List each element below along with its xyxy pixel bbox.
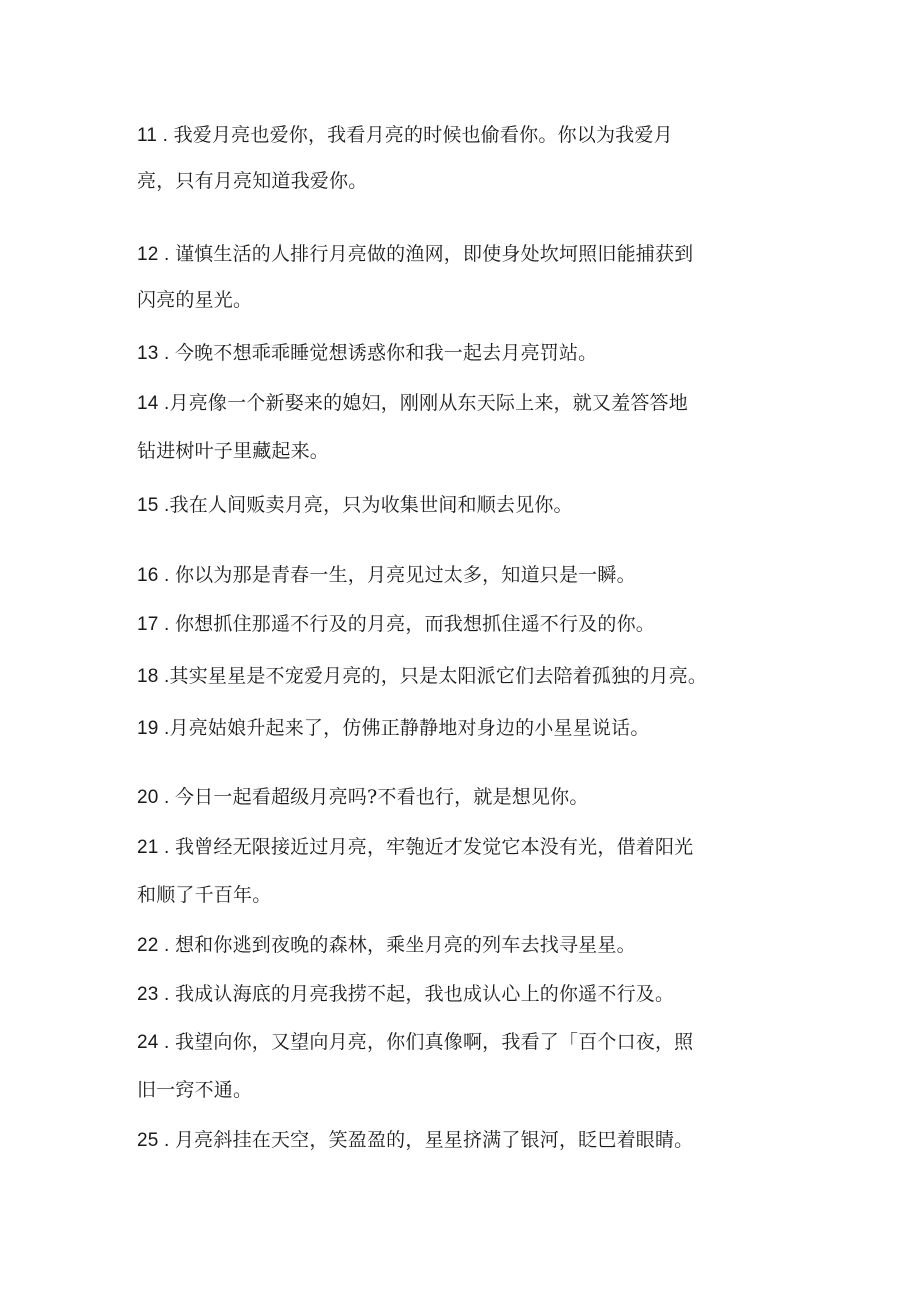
list-item-22-line-1 xyxy=(137,930,797,960)
item-text: 你以为那是青春一生，月亮见过太多，知道只是一瞬。 xyxy=(174,564,636,586)
item-text: 我在人间贩卖月亮，只为收集世间和顺去见你。 xyxy=(169,494,573,516)
item-separator: . xyxy=(158,495,170,516)
item-text: 旧一窍不通。 xyxy=(137,1079,253,1101)
list-item-12-line-2 xyxy=(137,285,797,315)
list-item-12-line-1 xyxy=(137,239,797,269)
item-text: 钻进树叶子里藏起来。 xyxy=(137,440,330,462)
list-item-20-line-1 xyxy=(137,782,797,812)
item-text: 亮，只有月亮知道我爱你。 xyxy=(137,170,368,192)
item-text: 今日一起看超级月亮吗?不看也行，就是想见你。 xyxy=(174,786,589,808)
item-separator: . xyxy=(158,935,175,956)
item-number: 24 xyxy=(137,1032,159,1053)
list-item-21-line-2 xyxy=(137,880,797,910)
item-separator: . xyxy=(158,565,175,586)
item-text: 我成认海底的月亮我捞不起，我也成认心上的你遥不行及。 xyxy=(174,983,675,1005)
item-separator: . xyxy=(158,787,175,808)
item-separator: . xyxy=(158,837,175,858)
list-item-25-line-1 xyxy=(137,1125,797,1155)
item-text: 你想抓住那遥不行及的月亮，而我想抓住遥不行及的你。 xyxy=(174,613,655,635)
item-text: 月亮姑娘升起来了，仿佛正静静地对身边的小星星说话。 xyxy=(169,717,650,739)
item-text: 闪亮的星光。 xyxy=(137,289,253,311)
item-text: 我爱月亮也爱你，我看月亮的时候也偷看你。你以为我爱月 xyxy=(173,124,673,146)
item-number: 16 xyxy=(137,565,159,586)
item-text: 月亮斜挂在天空，笑盈盈的，星星挤满了银河，眨巴着眼睛。 xyxy=(174,1129,694,1151)
list-item-21-line-1 xyxy=(137,832,797,862)
list-item-11-line-1 xyxy=(137,120,797,150)
item-text: 其实星星是不宠爱月亮的，只是太阳派它们去陪着孤独的月亮。 xyxy=(169,665,708,687)
list-item-18-line-1 xyxy=(137,661,797,691)
list-item-15-line-1 xyxy=(137,490,797,520)
item-text: 我望向你，又望向月亮，你们真像啊，我看了「百个口夜，照 xyxy=(174,1031,694,1053)
item-text: 和顺了千百年。 xyxy=(137,884,272,906)
list-item-24-line-2 xyxy=(137,1075,797,1105)
item-separator: . xyxy=(158,244,175,265)
item-text: 今晚不想乖乖睡觉想诱惑你和我一起去月亮罚站。 xyxy=(174,342,598,364)
item-separator: . xyxy=(158,718,170,739)
item-text: 月亮像一个新娶来的媳妇，刚刚从东天际上来，就又羞答答地 xyxy=(169,392,688,414)
list-item-14-line-1 xyxy=(137,388,797,418)
list-item-24-line-1 xyxy=(137,1027,797,1057)
item-number: 15 xyxy=(137,495,159,516)
item-separator: . xyxy=(158,614,175,635)
item-number: 19 xyxy=(137,718,159,739)
item-number: 22 xyxy=(137,935,159,956)
item-separator: . xyxy=(158,666,170,687)
item-separator: . xyxy=(158,1032,175,1053)
item-number: 17 xyxy=(137,614,159,635)
list-item-17-line-1 xyxy=(137,609,797,639)
item-separator: . xyxy=(158,393,170,414)
list-item-16-line-1 xyxy=(137,560,797,590)
item-number: 11 xyxy=(137,125,158,146)
item-number: 14 xyxy=(137,393,159,414)
item-text: 想和你逃到夜晚的森林，乘坐月亮的列车去找寻星星。 xyxy=(174,934,636,956)
list-item-14-line-2 xyxy=(137,436,797,466)
item-separator: . xyxy=(157,125,174,146)
item-number: 21 xyxy=(137,837,159,858)
item-separator: . xyxy=(158,343,175,364)
item-separator: . xyxy=(158,1130,175,1151)
item-number: 12 xyxy=(137,244,159,265)
item-number: 20 xyxy=(137,787,159,808)
item-number: 18 xyxy=(137,666,159,687)
item-text: 我曾经无限接近过月亮，牢匏近才发觉它本没有光，借着阳光 xyxy=(174,836,694,858)
item-number: 13 xyxy=(137,343,159,364)
item-number: 23 xyxy=(137,984,159,1005)
list-item-13-line-1 xyxy=(137,338,797,368)
list-item-11-line-2 xyxy=(137,166,797,196)
item-text: 谨慎生活的人排行月亮做的渔网，即使身处坎坷照旧能捕获到 xyxy=(174,243,694,265)
list-item-23-line-1 xyxy=(137,979,797,1009)
item-number: 25 xyxy=(137,1130,159,1151)
item-separator: . xyxy=(158,984,175,1005)
list-item-19-line-1 xyxy=(137,713,797,743)
